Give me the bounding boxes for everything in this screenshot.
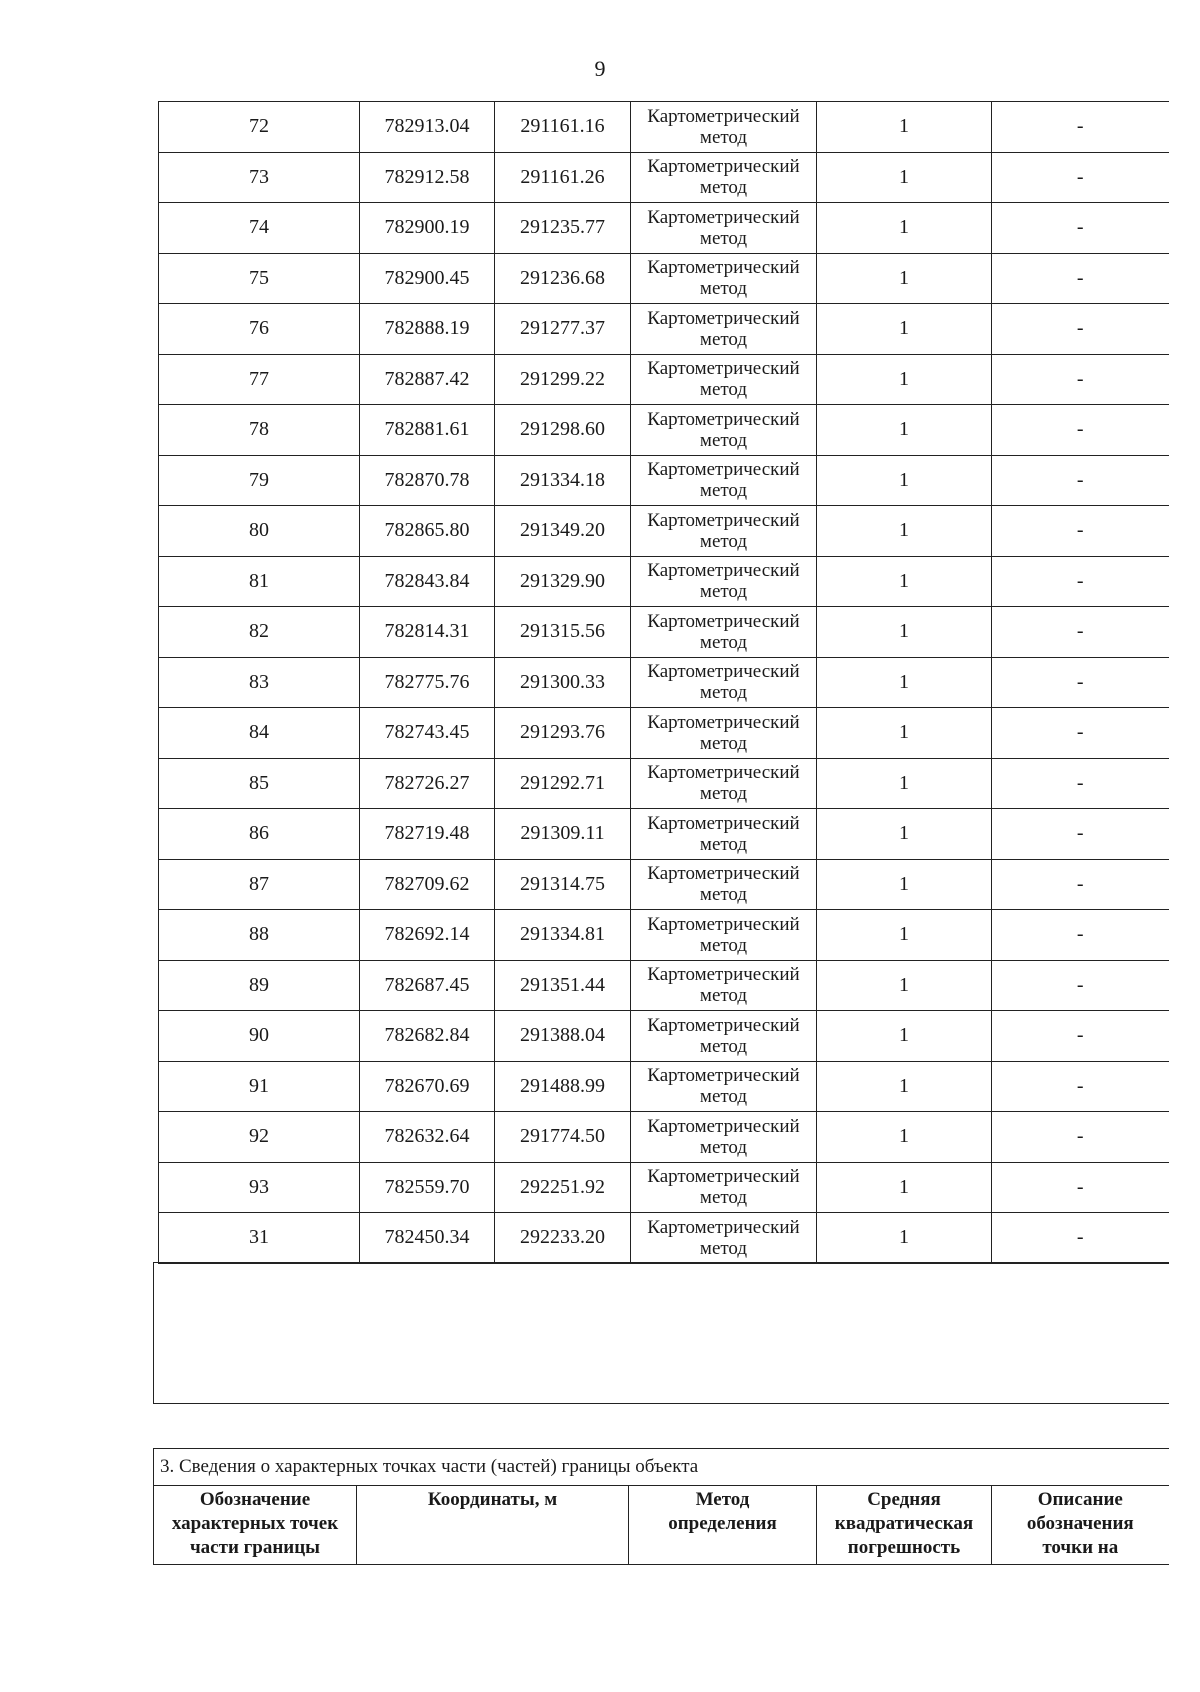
accuracy-cell: 1	[817, 304, 992, 355]
x-coordinate-cell: 782887.42	[360, 354, 495, 405]
method-line: Картометрический	[647, 913, 800, 935]
accuracy-cell: 1	[817, 354, 992, 405]
section-3-title: 3. Сведения о характерных точках части (частей) границы объекта	[154, 1449, 1169, 1486]
table-row	[159, 506, 1169, 557]
section-3-table	[153, 1448, 1169, 1565]
y-coordinate-cell: 291277.37	[495, 304, 631, 355]
description-cell: -	[992, 405, 1169, 456]
accuracy-cell: 1	[817, 506, 992, 557]
y-coordinate-cell: 291298.60	[495, 405, 631, 456]
accuracy-cell: 1	[817, 556, 992, 607]
point-cell: 80	[159, 506, 360, 557]
header-point-line: Обозначение	[199, 1489, 311, 1510]
method-line: Картометрический	[647, 1166, 800, 1188]
method-cell	[631, 354, 817, 405]
x-coordinate-cell: 782687.45	[360, 960, 495, 1011]
header-accuracy-line: Средняя	[867, 1489, 941, 1510]
description-cell: -	[992, 859, 1169, 910]
description-cell: -	[992, 960, 1169, 1011]
method-line: метод	[699, 227, 748, 249]
method-line: метод	[699, 833, 748, 855]
x-coordinate-cell: 782843.84	[360, 556, 495, 607]
method-cell	[631, 809, 817, 860]
method-cell	[631, 758, 817, 809]
accuracy-cell: 1	[817, 1011, 992, 1062]
method-line: метод	[699, 177, 748, 199]
point-cell: 86	[159, 809, 360, 860]
header-description-line: обозначения	[1026, 1513, 1134, 1534]
description-cell: -	[992, 1112, 1169, 1163]
coordinates-table	[158, 101, 1169, 1264]
y-coordinate-cell: 291235.77	[495, 203, 631, 254]
accuracy-cell: 1	[817, 758, 992, 809]
x-coordinate-cell: 782913.04	[360, 102, 495, 153]
table-row	[159, 1112, 1169, 1163]
description-cell: -	[992, 809, 1169, 860]
description-cell: -	[992, 1061, 1169, 1112]
accuracy-cell: 1	[817, 1061, 992, 1112]
description-cell: -	[992, 556, 1169, 607]
header-description-line: точки на	[1042, 1537, 1119, 1558]
method-cell	[631, 708, 817, 759]
table-row	[159, 455, 1169, 506]
table-row	[159, 607, 1169, 658]
table-row	[159, 556, 1169, 607]
table-row	[159, 859, 1169, 910]
method-line: Картометрический	[647, 762, 800, 784]
method-cell	[631, 556, 817, 607]
method-cell	[631, 1213, 817, 1264]
header-accuracy-line: квадратическая	[834, 1513, 974, 1534]
x-coordinate-cell: 782912.58	[360, 152, 495, 203]
method-line: метод	[699, 682, 748, 704]
x-coordinate-cell: 782881.61	[360, 405, 495, 456]
description-cell: -	[992, 354, 1169, 405]
description-cell: -	[992, 910, 1169, 961]
method-cell	[631, 960, 817, 1011]
description-cell: -	[992, 152, 1169, 203]
method-cell	[631, 405, 817, 456]
accuracy-cell: 1	[817, 607, 992, 658]
header-method-line: Метод	[695, 1489, 750, 1510]
table-row	[159, 152, 1169, 203]
method-line: Картометрический	[647, 1065, 800, 1087]
y-coordinate-cell: 291309.11	[495, 809, 631, 860]
point-cell: 89	[159, 960, 360, 1011]
x-coordinate-cell: 782865.80	[360, 506, 495, 557]
point-cell: 85	[159, 758, 360, 809]
point-cell: 82	[159, 607, 360, 658]
method-line: метод	[699, 278, 748, 300]
empty-table-area	[153, 1262, 1169, 1404]
method-line: метод	[699, 480, 748, 502]
y-coordinate-cell: 291293.76	[495, 708, 631, 759]
accuracy-cell: 1	[817, 657, 992, 708]
x-coordinate-cell: 782559.70	[360, 1162, 495, 1213]
point-cell: 75	[159, 253, 360, 304]
x-coordinate-cell: 782900.45	[360, 253, 495, 304]
table-row	[159, 708, 1169, 759]
x-coordinate-cell: 782775.76	[360, 657, 495, 708]
method-cell	[631, 910, 817, 961]
description-cell: -	[992, 1011, 1169, 1062]
x-coordinate-cell: 782743.45	[360, 708, 495, 759]
method-line: Картометрический	[647, 560, 800, 582]
point-cell: 31	[159, 1213, 360, 1264]
table-row	[159, 1213, 1169, 1264]
method-line: метод	[699, 328, 748, 350]
method-cell	[631, 657, 817, 708]
x-coordinate-cell: 782870.78	[360, 455, 495, 506]
point-cell: 84	[159, 708, 360, 759]
table-row	[159, 203, 1169, 254]
table-row	[159, 910, 1169, 961]
method-line: Картометрический	[647, 307, 800, 329]
method-line: Картометрический	[647, 509, 800, 531]
description-cell: -	[992, 1162, 1169, 1213]
method-line: Картометрический	[647, 863, 800, 885]
method-line: Картометрический	[647, 358, 800, 380]
accuracy-cell: 1	[817, 1213, 992, 1264]
method-line: Картометрический	[647, 257, 800, 279]
point-cell: 72	[159, 102, 360, 153]
header-description	[992, 1486, 1169, 1565]
description-cell: -	[992, 203, 1169, 254]
header-accuracy-line: погрешность	[847, 1537, 961, 1558]
point-cell: 92	[159, 1112, 360, 1163]
method-cell	[631, 1112, 817, 1163]
method-line: метод	[699, 934, 748, 956]
accuracy-cell: 1	[817, 405, 992, 456]
method-line: Картометрический	[647, 105, 800, 127]
description-cell: -	[992, 758, 1169, 809]
description-cell: -	[992, 455, 1169, 506]
method-line: Картометрический	[647, 459, 800, 481]
method-line: Картометрический	[647, 1216, 800, 1238]
y-coordinate-cell: 291161.26	[495, 152, 631, 203]
description-cell: -	[992, 506, 1169, 557]
method-cell	[631, 607, 817, 658]
x-coordinate-cell: 782888.19	[360, 304, 495, 355]
y-coordinate-cell: 291292.71	[495, 758, 631, 809]
x-coordinate-cell: 782692.14	[360, 910, 495, 961]
method-line: Картометрический	[647, 1014, 800, 1036]
method-line: метод	[699, 732, 748, 754]
method-cell	[631, 859, 817, 910]
method-line: Картометрический	[647, 610, 800, 632]
description-cell: -	[992, 253, 1169, 304]
method-cell	[631, 1011, 817, 1062]
method-line: метод	[699, 530, 748, 552]
point-cell: 74	[159, 203, 360, 254]
method-line: Картометрический	[647, 711, 800, 733]
method-line: Картометрический	[647, 1115, 800, 1137]
x-coordinate-cell: 782900.19	[360, 203, 495, 254]
method-cell	[631, 203, 817, 254]
table-row	[159, 1061, 1169, 1112]
x-coordinate-cell: 782682.84	[360, 1011, 495, 1062]
method-cell	[631, 1162, 817, 1213]
point-cell: 73	[159, 152, 360, 203]
method-line: метод	[699, 1086, 748, 1108]
method-line: метод	[699, 985, 748, 1007]
method-cell	[631, 1061, 817, 1112]
description-cell: -	[992, 304, 1169, 355]
method-line: метод	[699, 1187, 748, 1209]
method-line: Картометрический	[647, 964, 800, 986]
point-cell: 90	[159, 1011, 360, 1062]
accuracy-cell: 1	[817, 910, 992, 961]
description-cell: -	[992, 1213, 1169, 1264]
method-cell	[631, 253, 817, 304]
point-cell: 88	[159, 910, 360, 961]
accuracy-cell: 1	[817, 1112, 992, 1163]
table-row	[159, 405, 1169, 456]
x-coordinate-cell: 782709.62	[360, 859, 495, 910]
x-coordinate-cell: 782670.69	[360, 1061, 495, 1112]
method-cell	[631, 304, 817, 355]
point-cell: 79	[159, 455, 360, 506]
method-cell	[631, 455, 817, 506]
method-line: метод	[699, 126, 748, 148]
method-line: метод	[699, 783, 748, 805]
y-coordinate-cell: 292233.20	[495, 1213, 631, 1264]
table-row	[159, 304, 1169, 355]
method-line: Картометрический	[647, 156, 800, 178]
method-line: метод	[699, 884, 748, 906]
x-coordinate-cell: 782632.64	[360, 1112, 495, 1163]
y-coordinate-cell: 291388.04	[495, 1011, 631, 1062]
method-cell	[631, 506, 817, 557]
point-cell: 83	[159, 657, 360, 708]
accuracy-cell: 1	[817, 859, 992, 910]
accuracy-cell: 1	[817, 152, 992, 203]
method-line: Картометрический	[647, 408, 800, 430]
header-point	[154, 1486, 357, 1565]
y-coordinate-cell: 291236.68	[495, 253, 631, 304]
point-cell: 91	[159, 1061, 360, 1112]
accuracy-cell: 1	[817, 809, 992, 860]
method-line: Картометрический	[647, 661, 800, 683]
point-cell: 93	[159, 1162, 360, 1213]
description-cell: -	[992, 607, 1169, 658]
table-row	[159, 1162, 1169, 1213]
y-coordinate-cell: 292251.92	[495, 1162, 631, 1213]
method-line: Картометрический	[647, 812, 800, 834]
method-line: метод	[699, 581, 748, 603]
header-description-line: Описание	[1037, 1489, 1123, 1510]
table-row	[159, 809, 1169, 860]
table-row	[159, 253, 1169, 304]
description-cell: -	[992, 657, 1169, 708]
accuracy-cell: 1	[817, 253, 992, 304]
x-coordinate-cell: 782450.34	[360, 1213, 495, 1264]
header-method-line: определения	[668, 1513, 777, 1534]
table-row	[159, 102, 1169, 153]
method-line: метод	[699, 631, 748, 653]
accuracy-cell: 1	[817, 960, 992, 1011]
point-cell: 78	[159, 405, 360, 456]
header-coords	[357, 1486, 629, 1565]
description-cell: -	[992, 102, 1169, 153]
x-coordinate-cell: 782814.31	[360, 607, 495, 658]
table-row	[159, 1011, 1169, 1062]
x-coordinate-cell: 782726.27	[360, 758, 495, 809]
y-coordinate-cell: 291351.44	[495, 960, 631, 1011]
method-cell	[631, 102, 817, 153]
y-coordinate-cell: 291349.20	[495, 506, 631, 557]
header-point-line: характерных точек	[171, 1513, 339, 1534]
description-cell: -	[992, 708, 1169, 759]
table-row	[159, 354, 1169, 405]
x-coordinate-cell: 782719.48	[360, 809, 495, 860]
header-method	[629, 1486, 817, 1565]
header-coords-line: Координаты, м	[427, 1489, 558, 1510]
page-number: 9	[594, 56, 606, 81]
y-coordinate-cell: 291334.81	[495, 910, 631, 961]
y-coordinate-cell: 291488.99	[495, 1061, 631, 1112]
y-coordinate-cell: 291329.90	[495, 556, 631, 607]
accuracy-cell: 1	[817, 1162, 992, 1213]
table-row	[159, 657, 1169, 708]
y-coordinate-cell: 291299.22	[495, 354, 631, 405]
header-accuracy	[817, 1486, 992, 1565]
accuracy-cell: 1	[817, 203, 992, 254]
y-coordinate-cell: 291315.56	[495, 607, 631, 658]
point-cell: 76	[159, 304, 360, 355]
method-line: метод	[699, 379, 748, 401]
y-coordinate-cell: 291334.18	[495, 455, 631, 506]
method-line: метод	[699, 429, 748, 451]
y-coordinate-cell: 291161.16	[495, 102, 631, 153]
point-cell: 81	[159, 556, 360, 607]
header-point-line: части границы	[189, 1537, 321, 1558]
method-line: метод	[699, 1136, 748, 1158]
y-coordinate-cell: 291300.33	[495, 657, 631, 708]
table-row	[159, 758, 1169, 809]
method-cell	[631, 152, 817, 203]
accuracy-cell: 1	[817, 708, 992, 759]
accuracy-cell: 1	[817, 102, 992, 153]
method-line: метод	[699, 1035, 748, 1057]
table-row	[159, 960, 1169, 1011]
point-cell: 77	[159, 354, 360, 405]
y-coordinate-cell: 291314.75	[495, 859, 631, 910]
accuracy-cell: 1	[817, 455, 992, 506]
y-coordinate-cell: 291774.50	[495, 1112, 631, 1163]
method-line: метод	[699, 1237, 748, 1259]
method-line: Картометрический	[647, 206, 800, 228]
point-cell: 87	[159, 859, 360, 910]
